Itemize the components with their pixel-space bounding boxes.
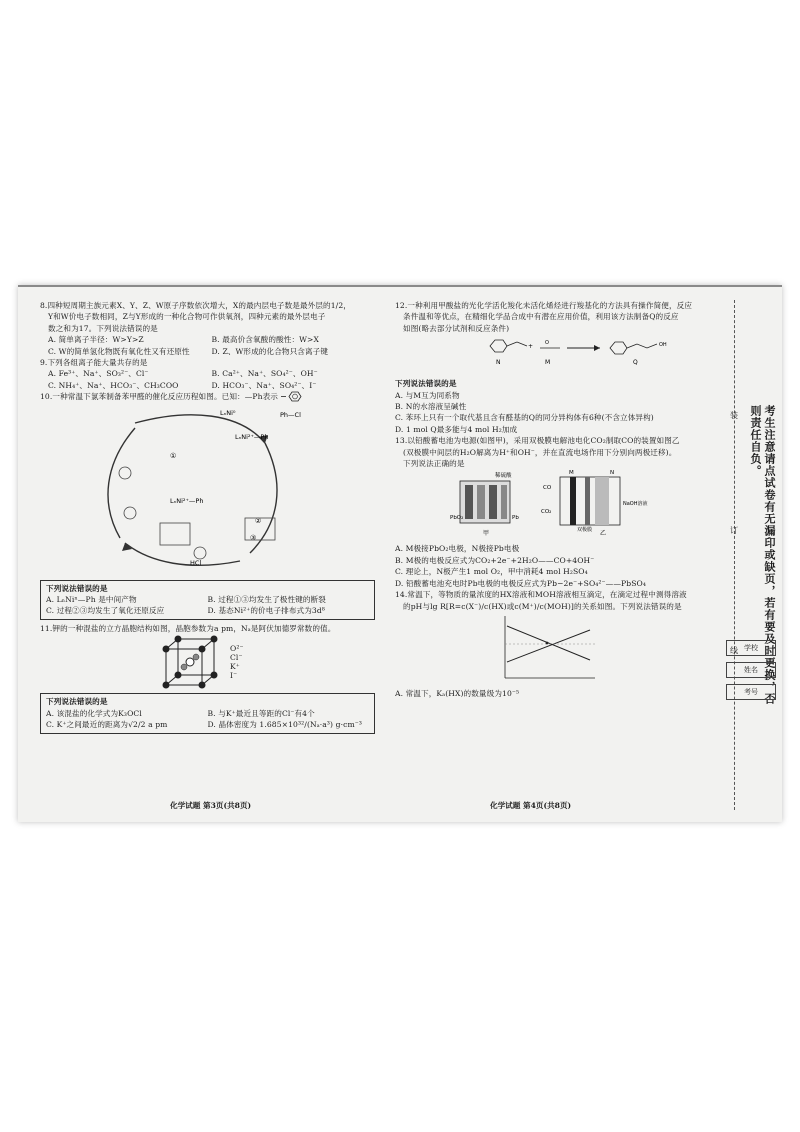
q8-stem: 8.四种短周期主族元素X、Y、Z、W原子序数依次增大，X的最内层电子数是最外层的1/2，: [40, 301, 351, 310]
device-b-label: 乙: [600, 530, 607, 538]
svg-text:O: O: [545, 340, 549, 347]
product-q-label: Q: [633, 359, 638, 367]
q11-option-d: D. 晶体密度为 1.685×10³²/(Nₐ·a³) g·cm⁻³: [207, 720, 363, 730]
question-10: [40, 391, 375, 620]
q9-stem: 9.下列各组离子能大量共存的是: [40, 358, 148, 368]
q9-option-b: B. Ca²⁺、Na⁺、SO₄²⁻、OH⁻: [211, 369, 318, 379]
q11-box-title: 下列说法错误的是: [46, 697, 108, 707]
q10-options-box: [40, 580, 375, 620]
exam-notice: 考生注意请点试卷有无漏印或缺页，若有要及时更换，否则责任自负。: [749, 405, 776, 705]
svg-text:OH: OH: [659, 342, 667, 349]
benzene-icon: [281, 391, 303, 402]
co2-label: CO₂: [541, 509, 552, 516]
legend-potassium: K⁺: [230, 662, 240, 672]
info-box: 学校: [726, 640, 776, 656]
reagent-n-label: N: [496, 359, 501, 367]
legend-iodide: I⁻: [230, 671, 238, 681]
legend-chloride: Cl⁻: [230, 653, 243, 663]
question-9: [40, 357, 375, 391]
q9-option-c: C. NH₄⁺、Na⁺、HCO₃⁻、CH₃COO: [48, 380, 179, 390]
membrane-label: 双极膜: [577, 527, 593, 534]
q12-option-d: D. 1 mol Q最多能与4 mol H₂加成: [395, 424, 518, 434]
question-14: [395, 589, 713, 699]
question-8: [40, 300, 375, 357]
q12-stem: 条件温和等优点，在精细化学品合成中有潜在应用价值，利用该方法制备Q的反应: [403, 312, 679, 322]
acid-label: 稀硫酸: [495, 473, 512, 480]
reactant-label: Ph—Cl: [280, 410, 301, 419]
svg-text:+: +: [528, 343, 534, 351]
q12-option-b: B. N的水溶液呈碱性: [395, 402, 467, 412]
q13-stem: 下列说法正确的是: [403, 459, 465, 469]
left-page: [40, 300, 375, 737]
q8-option-b: B. 最高价含氧酸的酸性：W>X: [211, 335, 320, 345]
step-label: ②: [255, 516, 262, 525]
electrode-m-label: M: [569, 470, 574, 477]
q13-stem: 13.以铅酸蓄电池为电源(如图甲)，采用双极膜电解池电化CO₂制取CO的装置如图乙: [395, 436, 680, 446]
co-label: CO: [543, 485, 552, 492]
naoh-label: NaOH溶液: [623, 501, 648, 508]
q14-stem: 的pH与lg R[R=c(X⁻)/c(HX)或c(M⁺)/c(MOH)]的关系如图。下列说法错误的是: [403, 601, 682, 611]
device-a-label: 甲: [483, 530, 490, 538]
q10-option-d: D. 基态Ni²⁺的价电子排布式为3d⁸: [207, 606, 325, 616]
seam-label: 线: [730, 646, 738, 655]
q8-option-d: D. Z、W形成的化合物只含离子键: [211, 346, 329, 356]
question-12: [395, 300, 713, 435]
catalyst-label: LₙNi⁰: [220, 408, 236, 417]
battery-electrolysis-diagram: [395, 469, 713, 539]
q14-option-a: A. 常温下，Kₐ(HX)的数量级为10⁻⁵: [395, 688, 520, 698]
pb-label: Pb: [512, 515, 519, 522]
q8-option-a: A. 简单离子半径：W>Y>Z: [48, 335, 144, 345]
catalytic-cycle-diagram: [40, 403, 360, 573]
seam-label: 装: [730, 411, 738, 420]
q8-stem: 数之和为17。下列说法错误的是: [48, 323, 158, 333]
binding-line: [734, 300, 735, 810]
q11-options-box: [40, 693, 375, 733]
page-footer-left: 化学试题 第3页(共8页): [170, 801, 252, 810]
q11-option-c: C. K⁺之间最近的距离为√2/2 a pm: [46, 720, 168, 730]
page-footer-right: 化学试题 第4页(共8页): [490, 801, 572, 810]
info-box: 姓名: [726, 662, 776, 678]
q11-option-a: A. 该混盐的化学式为K₃OCl: [46, 708, 142, 718]
intermediate-label: LₙNi²⁺—Ph: [235, 432, 269, 441]
q8-option-c: C. W的简单氢化物既有氧化性又有还原性: [48, 346, 190, 356]
reagent-m-label: M: [545, 359, 551, 367]
q8-stem: Y和W价电子数相同，Z与Y形成的一种化合物可作供氧剂，四种元素的最外层电子: [48, 312, 326, 322]
right-page: [395, 300, 713, 699]
q10-option-c: C. 过程②③均发生了氧化还原反应: [46, 606, 165, 616]
q10-option-b: B. 过程①③均发生了极性键的断裂: [207, 595, 326, 605]
q13-stem: (双极膜中间层的H₂O解离为H⁺和OH⁻，并在直流电场作用下分别向两极迁移)。: [403, 447, 677, 457]
q13-option-d: D. 铅酸蓄电池充电时Pb电极的电极反应式为Pb−2e⁻+SO₄²⁻——PbSO₄: [395, 578, 646, 588]
q9-option-a: A. Fe³⁺、Na⁺、SO₃²⁻、Cl⁻: [48, 369, 149, 379]
q11-stem: 11.钾的一种混盐的立方晶胞结构如图，晶胞参数为a pm，Nₐ是阿伏加德罗常数的值。: [40, 623, 336, 633]
q13-option-a: A. M极接PbO₂电极，N极接Pb电极: [395, 544, 520, 554]
q10-option-a: A. LₙNiⁿ—Ph 是中间产物: [46, 595, 137, 605]
binding-margin: [722, 300, 782, 810]
crystal-cell-diagram: [160, 635, 220, 689]
q12-option-a: A. 与M互为同系物: [395, 390, 460, 400]
pbo2-label: PbO₂: [450, 515, 464, 522]
q9-option-d: D. HCO₃⁻、Na⁺、SO₄²⁻、I⁻: [211, 380, 317, 390]
question-11: [40, 623, 375, 734]
q13-option-b: B. M极的电极反应式为CO₂+2e⁻+2H₂O——CO+4OH⁻: [395, 555, 595, 565]
byproduct-label: HCl: [190, 558, 202, 567]
q13-option-c: C. 理论上，N极产生1 mol O₂，甲中消耗4 mol H₂SO₄: [395, 567, 588, 577]
intermediate-label: LₙNi²⁺—Ph: [170, 496, 204, 505]
q12-stem: 如图(略去部分试剂和反应条件): [403, 323, 510, 333]
info-box: 考号: [726, 684, 776, 700]
q10-box-title: 下列说法错误的是: [46, 583, 108, 593]
seam-label: 订: [730, 526, 738, 535]
step-label: ③: [250, 533, 257, 542]
q12-stem: 12.一种利用甲酸盐的光化学活化羧化未活化烯烃进行羧基化的方法具有操作简便，反应: [395, 301, 693, 310]
question-13: [395, 435, 713, 589]
q10-stem: 10.一种常温下氯苯制备苯甲醛的催化反应历程如图。已知：—Ph表示: [40, 392, 278, 402]
q11-option-b: B. 与K⁺最近且等距的Cl⁻有4个: [207, 708, 315, 718]
reaction-scheme: [395, 334, 713, 374]
electrode-n-label: N: [610, 470, 615, 477]
q12-option-c: C. 苯环上只有一个取代基且含有醛基的Q的同分异构体有6种(不含立体异构): [395, 413, 654, 423]
q14-stem: 14.常温下，等物质的量浓度的HX溶液和MOH溶液相互滴定，在滴定过程中测得溶液: [395, 590, 687, 600]
q12-box-title: 下列说法错误的是: [395, 379, 457, 389]
step-label: ①: [170, 451, 177, 460]
legend-oxide: O²⁻: [230, 644, 244, 654]
ph-lgr-graph: [395, 612, 713, 684]
